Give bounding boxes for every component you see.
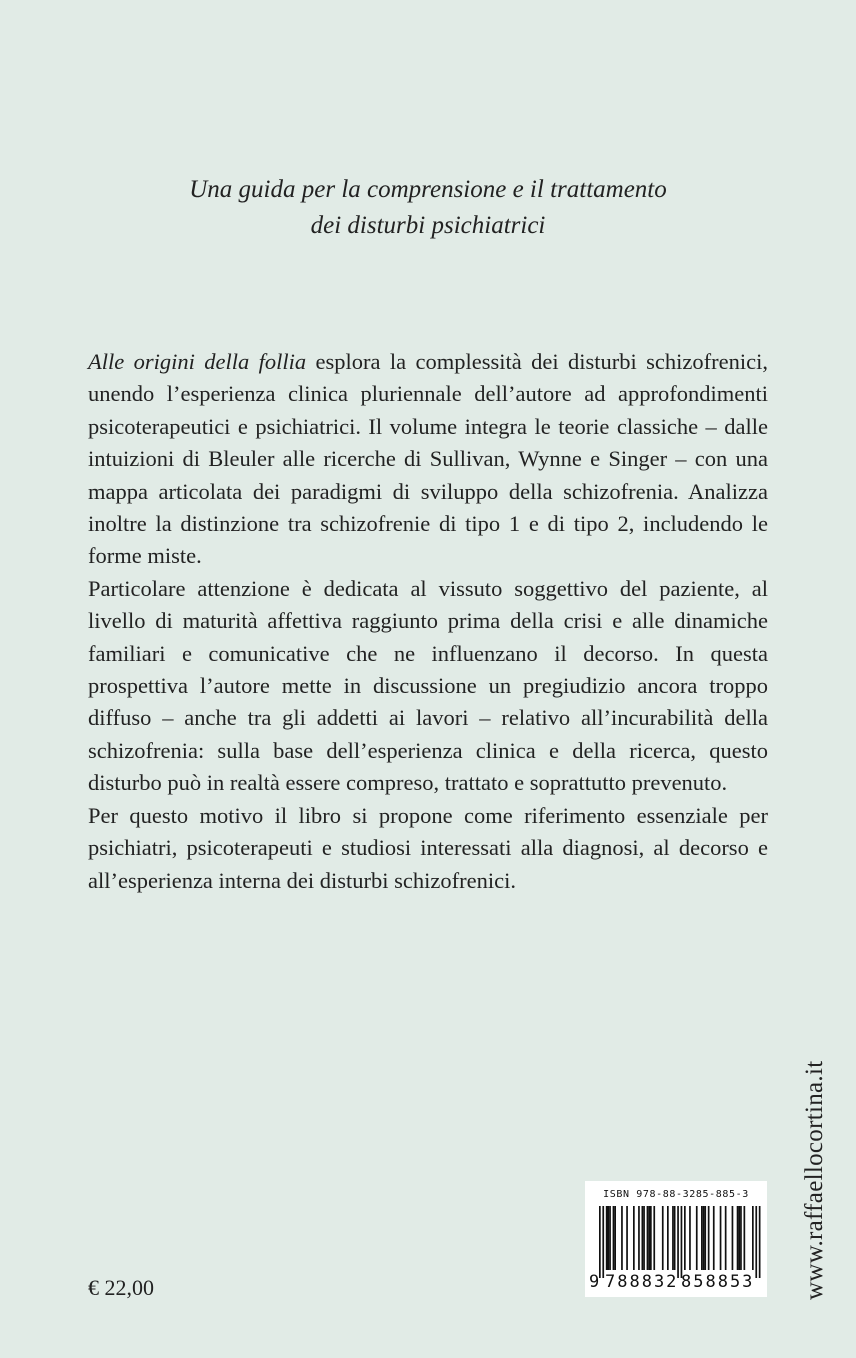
tagline-line-2: dei disturbi psichiatrici <box>310 212 546 239</box>
barcode-bar <box>650 1206 652 1270</box>
isbn-barcode <box>585 1181 767 1297</box>
barcode-bar <box>713 1206 715 1270</box>
tagline <box>0 172 856 244</box>
barcode-guard-bar <box>759 1206 761 1278</box>
barcode-guard-bar <box>755 1206 757 1278</box>
barcode-bar <box>667 1206 669 1270</box>
book-title: Alle origini della follia <box>88 349 307 374</box>
barcode-bar <box>672 1206 674 1270</box>
back-cover-blurb <box>88 346 768 897</box>
blurb-paragraph-2: Particolare attenzione è dedicata al vissuto soggettivo del paziente, al livello di maturità affettiva raggiunto prima della crisi e alle dinamiche familiari e comunicative che ne influenzano il decorso. In questa prospettiva l’autore mette in discussione un pregiudizio ancora troppo diffuso – anche tra gli addetti ai lavori – relativo all’incurabilità della schizofrenia: sulla base dell’esperienza clinica e della ricerca, questo disturbo può in realtà essere compreso, trattato e soprattutto prevenuto. <box>88 575 768 796</box>
barcode-bar <box>643 1206 645 1270</box>
ean-left-group: 788832 <box>605 1272 679 1292</box>
barcode-bar <box>689 1206 691 1270</box>
price: € 22,00 <box>88 1275 154 1300</box>
blurb-paragraph-3: Per questo motivo il libro si propone come riferimento essenziale per psichiatri, psicoterapeuti e studiosi interessati alla diagnosi, al decorso e all’esperienza interna dei disturbi schizofrenici. <box>88 802 768 893</box>
barcode-bar <box>613 1206 615 1270</box>
barcode-bar <box>740 1206 742 1270</box>
barcode-bar <box>633 1206 635 1270</box>
barcode-guard-bar <box>681 1206 683 1278</box>
barcode-bar <box>621 1206 623 1270</box>
barcode-bar <box>708 1206 710 1270</box>
tagline-line-1: Una guida per la comprensione e il trattamento <box>189 176 667 203</box>
barcode-guard-bar <box>599 1206 601 1278</box>
barcode-bar <box>732 1206 734 1270</box>
barcode-bar <box>684 1206 686 1270</box>
ean-right-group: 858853 <box>681 1272 755 1292</box>
barcode-bar <box>674 1206 676 1270</box>
barcode-bar <box>653 1206 655 1270</box>
blurb-paragraph-1 <box>88 346 768 573</box>
barcode-bar <box>606 1206 608 1270</box>
barcode-bar <box>752 1206 754 1270</box>
barcode-bar <box>648 1206 650 1270</box>
barcode-bar <box>737 1206 739 1270</box>
barcode-bar <box>701 1206 703 1270</box>
barcode-guard-bar <box>602 1206 604 1278</box>
blurb-paragraph-1-text: esplora la complessità dei disturbi schizofrenici, unendo l’esperienza clinica pluriennale dell’autore ad approfondimenti psicoterapeutici e psichiatrici. Il volume integra le teorie classiche – dalle intuizioni di Bleuler alle ricerche di Sullivan, Wynne e Singer – con una mappa articolata dei paradigmi di sviluppo della schizofrenia. Analizza inoltre la distinzione tra schizofrenie di tipo 1 e di tipo 2, includendo le forme miste. <box>88 349 768 569</box>
isbn-label: ISBN 978-88-3285-885-3 <box>603 1189 749 1200</box>
barcode-bar <box>725 1206 727 1270</box>
publisher-website: www.raffaellocortina.it <box>801 1060 828 1300</box>
barcode-bar <box>662 1206 664 1270</box>
barcode-bar <box>744 1206 746 1270</box>
barcode-bar <box>647 1206 649 1270</box>
barcode-guard-bar <box>677 1206 679 1278</box>
barcode-bar <box>704 1206 706 1270</box>
barcode-bar <box>738 1206 740 1270</box>
barcode-bar <box>608 1206 610 1270</box>
barcode-bar <box>614 1206 616 1270</box>
ean-lead-digit: 9 <box>589 1272 600 1292</box>
barcode-bar <box>626 1206 628 1270</box>
ean-digits <box>585 1271 767 1295</box>
barcode-bar <box>609 1206 611 1270</box>
barcode-bar <box>696 1206 698 1270</box>
barcode-bar <box>703 1206 705 1270</box>
barcode-bar <box>642 1206 644 1270</box>
barcode-bar <box>638 1206 640 1270</box>
barcode-bar <box>720 1206 722 1270</box>
